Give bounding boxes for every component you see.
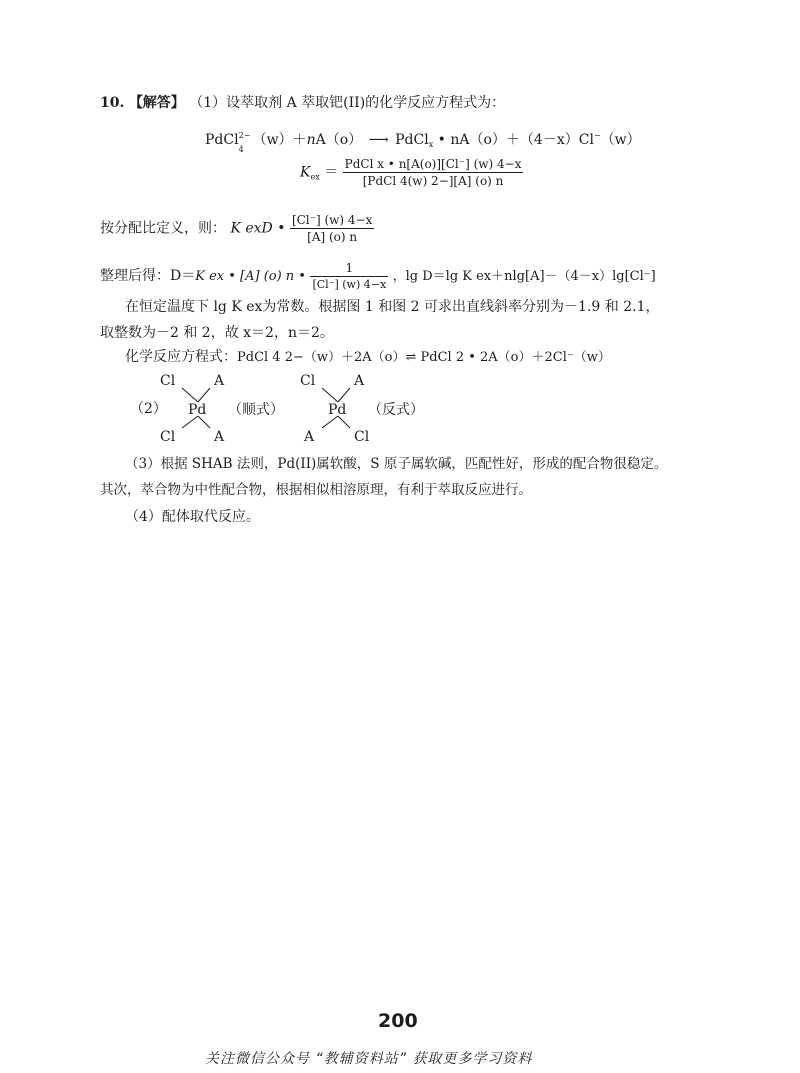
cis-bl: Cl	[160, 429, 176, 445]
eq1-sup-minus: −	[593, 131, 601, 140]
eq1-n: n	[306, 132, 316, 148]
kex-eq: ＝	[324, 164, 339, 181]
cis-tr: A	[214, 373, 225, 389]
intro-text: （1）设萃取剂 A 萃取钯(II)的化学反应方程式为：	[189, 95, 506, 111]
kex-fraction	[343, 158, 524, 187]
reaction-eq: PdCl 4 2−（w）＋2A（o）⇌ PdCl 2 • 2A（o）＋2Cl⁻（w）	[237, 350, 611, 365]
eq1-dot-na: • nA（o）＋（4－x）Cl	[437, 132, 594, 148]
rearrange-denominator: [Cl⁻] (w) 4−x	[312, 278, 387, 291]
kex-denominator: [PdCl 4(w) 2−][A] (o) n	[362, 174, 504, 188]
trans-tr: A	[354, 373, 365, 389]
eq1-sub: 4	[238, 145, 244, 154]
trans-tl: Cl	[300, 373, 316, 389]
eq1-arrow: ⟶	[368, 132, 389, 148]
cis-name: （顺式）	[228, 402, 284, 418]
eq1-sub-x: x	[428, 140, 434, 149]
eq1-pdcl-right: PdCl	[395, 132, 429, 148]
partition-fraction	[290, 214, 374, 243]
cis-structure	[160, 373, 284, 445]
rearrange-mid: K ex • [A] (o) n •	[195, 269, 306, 284]
question-header	[100, 96, 505, 110]
part3-line1: （3）根据 SHAB 法则，Pd(II)属软酸，S 原子属软碱，匹配性好，形成的配合物很稳定。	[125, 456, 668, 472]
cis-tl: Cl	[160, 373, 176, 389]
partition-expr: K exD •	[230, 220, 286, 237]
constant-paragraph-line2: 取整数为－2 和 2，故 x＝2，n＝2。	[100, 325, 334, 341]
part4-line: （4）配体取代反应。	[125, 509, 260, 525]
part2-label: （2）	[130, 401, 167, 417]
eq1-sup: 2−	[238, 131, 251, 140]
rearrange-line	[100, 262, 656, 290]
eq1-ao: A（o）	[315, 132, 363, 148]
cis-center: Pd	[188, 402, 207, 418]
cis-br: A	[214, 429, 225, 445]
constant-paragraph-line1: 在恒定温度下 lg K ex为常数。根据图 1 和图 2 可求出直线斜率分别为－1.9 和 2.1，	[125, 299, 660, 315]
kex-numerator: PdCl x • n[A(o)][Cl⁻] (w) 4−x	[344, 157, 522, 171]
trans-br: Cl	[354, 429, 370, 445]
trans-bl: A	[304, 429, 315, 445]
kex-sub: ex	[310, 172, 320, 182]
trans-name: （反式）	[368, 402, 424, 418]
kex-expression	[300, 158, 523, 187]
rearrange-tail: ，lg D＝lg K ex＋nlg[A]－（4－x）lg[Cl⁻]	[392, 269, 656, 284]
footer-promo-text: 关注微信公众号 “教辅资料站” 获取更多学习资料	[205, 1051, 533, 1067]
reaction-label: 化学反应方程式：	[125, 349, 237, 365]
partition-label: 按分配比定义，则：	[100, 220, 226, 237]
answer-tag: 【解答】	[128, 95, 185, 111]
question-number: 10.	[100, 95, 125, 111]
trans-center: Pd	[328, 402, 347, 418]
rearrange-label: 整理后得：D＝	[100, 268, 196, 284]
reaction-equation-1	[205, 131, 641, 154]
page-number: 200	[378, 1010, 418, 1032]
partition-line	[100, 214, 374, 243]
eq1-pdcl: PdCl	[205, 132, 239, 148]
rearrange-numerator: 1	[310, 262, 388, 277]
reaction-equation-2	[125, 350, 611, 364]
trans-structure	[300, 374, 440, 444]
rearrange-fraction	[310, 262, 388, 290]
eq1-w2: （w）	[600, 132, 641, 148]
partition-denominator: [A] (o) n	[307, 230, 358, 244]
partition-numerator: [Cl⁻] (w) 4−x	[291, 213, 373, 227]
part3-line2: 其次，萃合物为中性配合物，根据相似相溶原理，有利于萃取反应进行。	[100, 482, 532, 498]
eq1-w1: （w）＋	[252, 132, 307, 148]
kex-k: K	[300, 164, 311, 181]
